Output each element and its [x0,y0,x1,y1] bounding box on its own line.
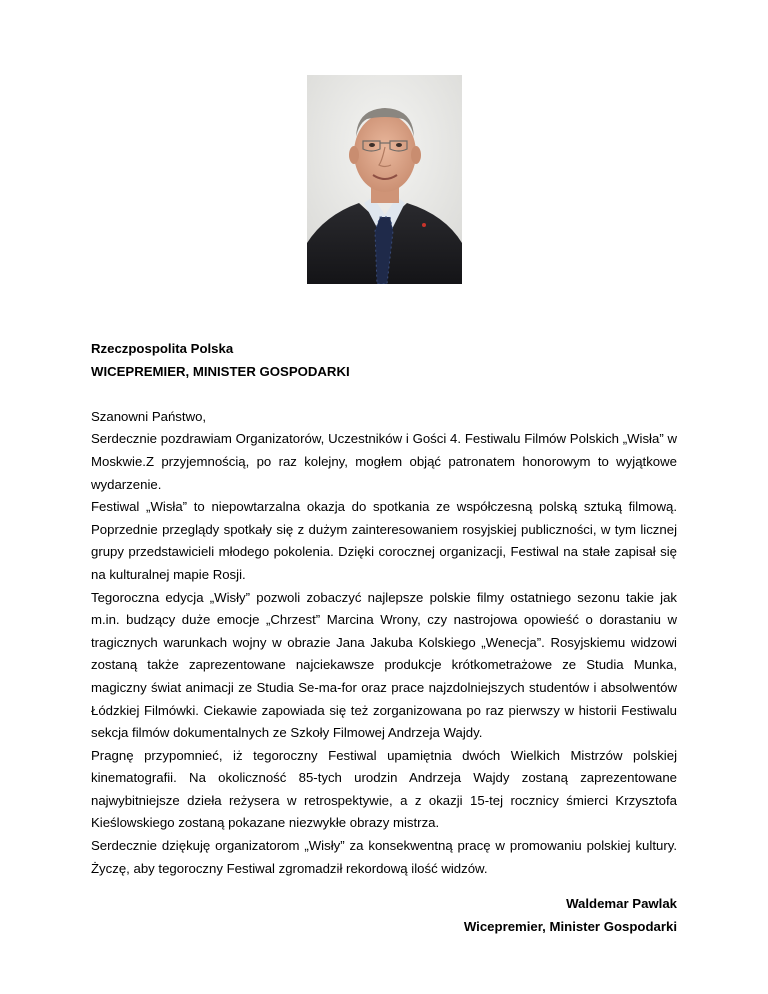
letter-organization: Rzeczpospolita Polska [91,341,234,356]
signature-position: Wicepremier, Minister Gospodarki [463,918,677,934]
letter-paragraph: Pragnę przypomnieć, iż tegoroczny Festiwal upamiętnia dwóch Wielkich Mistrzów polskiej kinematografii. Na okoliczność 85-tych urodzin Andrzeja Wajdy zostaną zaprezentowane najwybitniejsze dzieła reżysera w retrospektywie, a z okazji 15-tej rocznicy śmierci Krzysztofa Kieślowskiego zostaną pokazane niezwykłe obrazy mistrza. [91,747,677,831]
letter-paragraph: Serdecznie dziękuję organizatorom „Wisły” za konsekwentną pracę w promowaniu polskiej kultury. Życzę, aby tegoroczny Festiwal zgromadził rekordową ilość widzów. [91,838,677,876]
spacer [91,383,677,406]
letter-paragraph: Serdecznie pozdrawiam Organizatorów, Uczestników i Gości 4. Festiwalu Filmów Polskich „Wisła” w Moskwie.Z przyjemnością, po raz kolejny, mogłem objąć patronatem honorowym to wyjątkowe wydarzenie. [91,431,677,492]
letter-title: WICEPREMIER, MINISTER GOSPODARKI [91,363,350,379]
portrait-illustration [307,75,462,284]
letter-greeting: Szanowni Państwo, [91,408,207,424]
letter-body [91,338,677,938]
signature-block [91,893,677,938]
letter-paragraph: Tegoroczna edycja „Wisły” pozwoli zobaczyć najlepsze polskie filmy ostatniego sezonu takie jak m.in. budzący duże emocje „Chrzest” Marcina Wrony, czy nastrojowa opowieść o dorastaniu w tragicznych warunkach wojny w obrazie Jana Jakuba Kolskiego „Wenecja”. Rosyjskiemu widzowi zostaną także zaprezentowane najciekawsze produkcje krótkometrażowe ze Studia Munka, magiczny świat animacji ze Studia Se-ma-for oraz prace najzdolniejszych studentów i absolwentów Łódzkiej Filmówki. Ciekawie zapowiada się też zorganizowana po raz pierwszy w historii Festiwalu sekcja filmów dokumentalnych ze Szkoły Filmowej Andrzeja Wajdy. [91,589,677,741]
letter-paragraph: Festiwal „Wisła” to niepowtarzalna okazja do spotkania ze współczesną polską sztuką filmową. Poprzednie przeglądy spotkały się z dużym zainteresowaniem rosyjskiej publiczności, w tym licznej grupy przedstawicieli młodego pokolenia. Dzięki corocznej organizacji, Festiwal na stałe zapisał się na kulturalnej mapie Rosji. [91,499,677,582]
portrait-photo [307,75,462,284]
signature-name: Waldemar Pawlak [566,896,677,912]
